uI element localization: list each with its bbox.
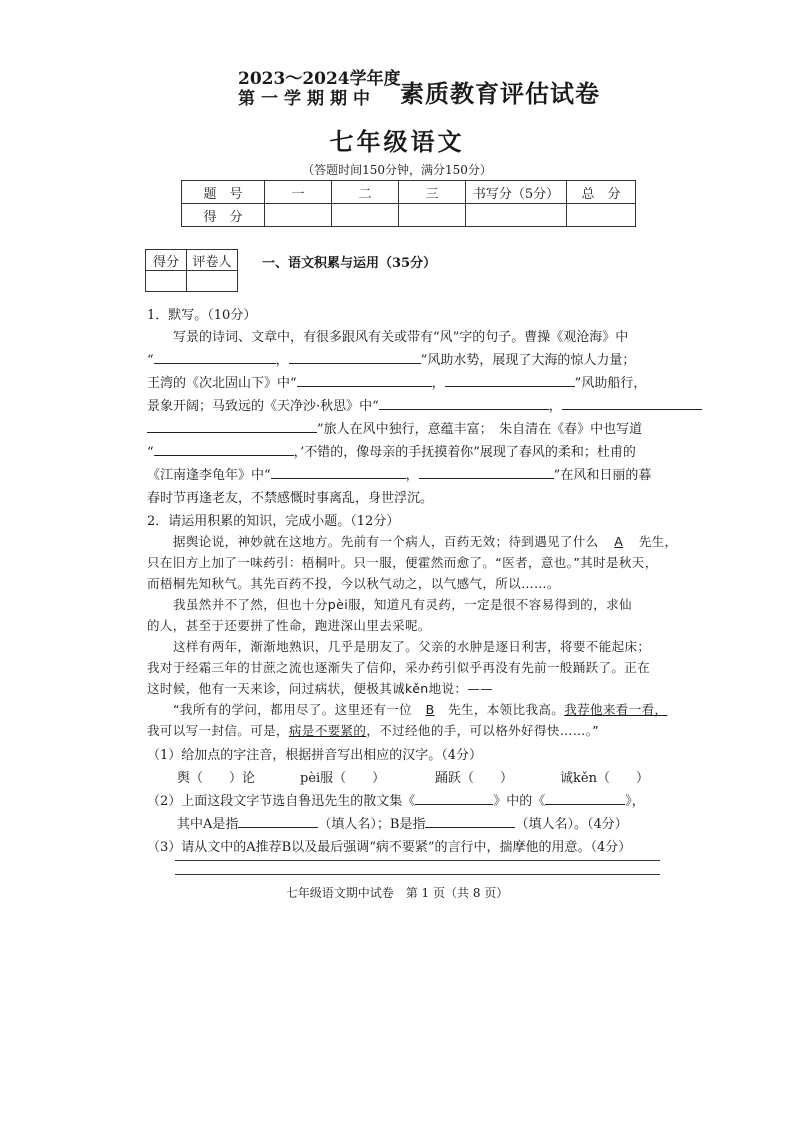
answer-blank[interactable] xyxy=(238,815,318,828)
text: ， xyxy=(548,399,562,414)
answer-blank[interactable] xyxy=(297,374,432,387)
grader-score-label: 得分 xyxy=(146,250,187,271)
answer-line[interactable] xyxy=(175,874,660,875)
text: ”风助水势，展现了大海的惊人力量； xyxy=(420,353,636,368)
q1-line xyxy=(147,418,642,437)
pinyin-item: 诚kěn（ ） xyxy=(560,771,649,786)
grader-name-blank[interactable] xyxy=(187,271,238,292)
passage-line xyxy=(173,700,667,718)
score-table-header-row xyxy=(182,181,636,204)
q1-line xyxy=(147,372,646,391)
passage-line: 这时候，他有一天来诊，问过病状，便极其诚kěn地说：—— xyxy=(147,681,494,696)
text: ，’不错的，像母亲的手抚摸着你”展现了春风的柔和；杜甫的 xyxy=(293,445,636,460)
passage-line: 的人，甚至于还要拼了性命，跑进深山里去采呢。 xyxy=(147,618,431,633)
answer-blank[interactable] xyxy=(379,397,549,410)
q1-line xyxy=(147,349,635,368)
blank-a: A xyxy=(614,534,624,549)
answer-blank[interactable] xyxy=(419,466,554,479)
answer-blank[interactable] xyxy=(289,351,421,364)
passage-line: 只在旧方上加了一味药引：梧桐叶。只一服，便霍然而愈了。“医者，意也。”其时是秋天， xyxy=(147,555,658,570)
text: “ xyxy=(147,445,154,460)
text: 》中的《 xyxy=(493,794,546,809)
answer-blank[interactable] xyxy=(154,351,276,364)
text: （填人名）。（4分） xyxy=(515,817,628,832)
text: 景象开阔；马致远的《天净沙·秋思》中“ xyxy=(147,399,379,414)
grader-table xyxy=(145,249,238,292)
exam-title: 素质教育评估试卷 xyxy=(400,79,600,108)
q2-sub2 xyxy=(147,790,645,809)
header-year: 2023～2024学年度 xyxy=(238,69,401,89)
text: 我可以写一封信。可是， xyxy=(147,723,289,738)
score-cell-blank[interactable] xyxy=(466,204,567,227)
text: （填人名）；B是指 xyxy=(318,817,426,832)
text: “ xyxy=(147,353,154,368)
text: 》， xyxy=(625,794,645,809)
q1-title: 1．默写。（10分） xyxy=(147,308,257,323)
text: 《江南逢李龟年》中“ xyxy=(147,468,271,483)
answer-blank[interactable] xyxy=(545,792,625,805)
score-table-cell: 总 分 xyxy=(567,181,636,204)
header-term: 第一学期期中 xyxy=(238,89,376,109)
pinyin-item: 踊跃（ ） xyxy=(435,771,514,786)
passage-line: 而梧桐先知秋气。其先百药不投，今以秋气动之，以气感气，所以……。 xyxy=(147,576,560,591)
score-cell-blank[interactable] xyxy=(399,204,466,227)
score-table-cell: 三 xyxy=(399,181,466,204)
passage-line: 我对于经霜三年的甘蔗之流也逐渐失了信仰，采办药引似乎再没有先前一般踊跃了。正在 xyxy=(147,660,651,675)
score-cell-blank[interactable] xyxy=(567,204,636,227)
answer-blank[interactable] xyxy=(445,374,575,387)
passage-line: 我虽然并不了然，但也十分pèi服，知道凡有灵药，一定是很不容易得到的，求仙 xyxy=(173,597,632,612)
underlined-text: 病是不要紧的 xyxy=(288,723,367,738)
text: 先生，本领比我高。 xyxy=(448,702,565,717)
q1-line: 春时节再逢老友，不禁感慨时事离乱，身世浮沉。 xyxy=(147,491,434,506)
text: ，不过经他的手，可以格外好得快……。” xyxy=(366,723,600,738)
section-title: 一、语文积累与运用（35分） xyxy=(262,256,437,271)
answer-blank[interactable] xyxy=(425,815,515,828)
text: ”风助船行， xyxy=(574,376,647,391)
answer-blank[interactable] xyxy=(415,792,493,805)
grader-name-label: 评卷人 xyxy=(187,250,238,271)
q1-line xyxy=(147,441,636,460)
answer-blank[interactable] xyxy=(147,420,317,433)
text: “我所有的学问，都用尽了。这里还有一位 xyxy=(173,702,413,717)
score-cell-blank[interactable] xyxy=(332,204,399,227)
q1-line xyxy=(147,395,702,414)
q1-line: 写景的诗词、文章中，有很多跟风有关或带有“风”字的句子。曹操《观沧海》中 xyxy=(173,330,629,345)
text: ， xyxy=(275,353,289,368)
q1-line xyxy=(147,464,651,483)
answer-blank[interactable] xyxy=(271,466,406,479)
underlined-text: 我荐他来看一看， xyxy=(564,702,668,717)
text: 其中A是指 xyxy=(177,817,239,832)
score-table-cell: 一 xyxy=(265,181,332,204)
text: ， xyxy=(405,468,419,483)
answer-blank[interactable] xyxy=(154,443,294,456)
passage-line xyxy=(173,532,677,550)
q2-sub3: （3）请从文中的A推荐B以及最后强调“病不要紧”的言行中，揣摩他的用意。（4分） xyxy=(147,840,632,855)
text: ”在风和日丽的暮 xyxy=(553,468,652,483)
text: 据舆论说，神妙就在这地方。先前有一个病人，百药无效；待到遇见了什么 xyxy=(173,534,599,549)
exam-note: （答题时间150分钟，满分150分） xyxy=(302,163,492,177)
page-footer: 七年级语文期中试卷 第 1 页（共 8 页） xyxy=(285,886,509,900)
passage-line: 这样有两年，渐渐地熟识，几乎是朋友了。父亲的水肿是逐日利害，将要不能起床； xyxy=(173,639,651,654)
blank-b: B xyxy=(425,702,435,717)
q2-sub1: （1）给加点的字注音，根据拼音写出相应的汉字。（4分） xyxy=(147,748,483,763)
pinyin-item: 舆（ ）论 xyxy=(177,771,256,786)
score-table-cell: 二 xyxy=(332,181,399,204)
pinyin-item: pèi服（ ） xyxy=(300,771,386,786)
score-table-cell: 书写分（5分） xyxy=(466,181,567,204)
answer-line[interactable] xyxy=(175,860,660,861)
answer-blank[interactable] xyxy=(562,397,702,410)
q2-sub2-cont xyxy=(177,813,628,832)
score-cell-blank[interactable] xyxy=(265,204,332,227)
text: 王湾的《次北固山下》中“ xyxy=(147,376,297,391)
text: ”旅人在风中独行，意蕴丰富； 朱自清在《春》中也写道 xyxy=(317,422,643,437)
text: ， xyxy=(431,376,445,391)
score-table-score-row xyxy=(182,204,636,227)
grader-score-blank[interactable] xyxy=(146,271,187,292)
q2-title: 2．请运用积累的知识，完成小题。（12分） xyxy=(147,514,400,529)
passage-line xyxy=(147,721,599,739)
score-table-cell: 得 分 xyxy=(182,204,265,227)
text: （2）上面这段文字节选自鲁迅先生的散文集《 xyxy=(147,794,416,809)
grade-subject-title: 七年级语文 xyxy=(329,127,465,156)
score-table-cell: 题 号 xyxy=(182,181,265,204)
text: 先生， xyxy=(638,534,678,549)
score-table xyxy=(181,180,636,227)
